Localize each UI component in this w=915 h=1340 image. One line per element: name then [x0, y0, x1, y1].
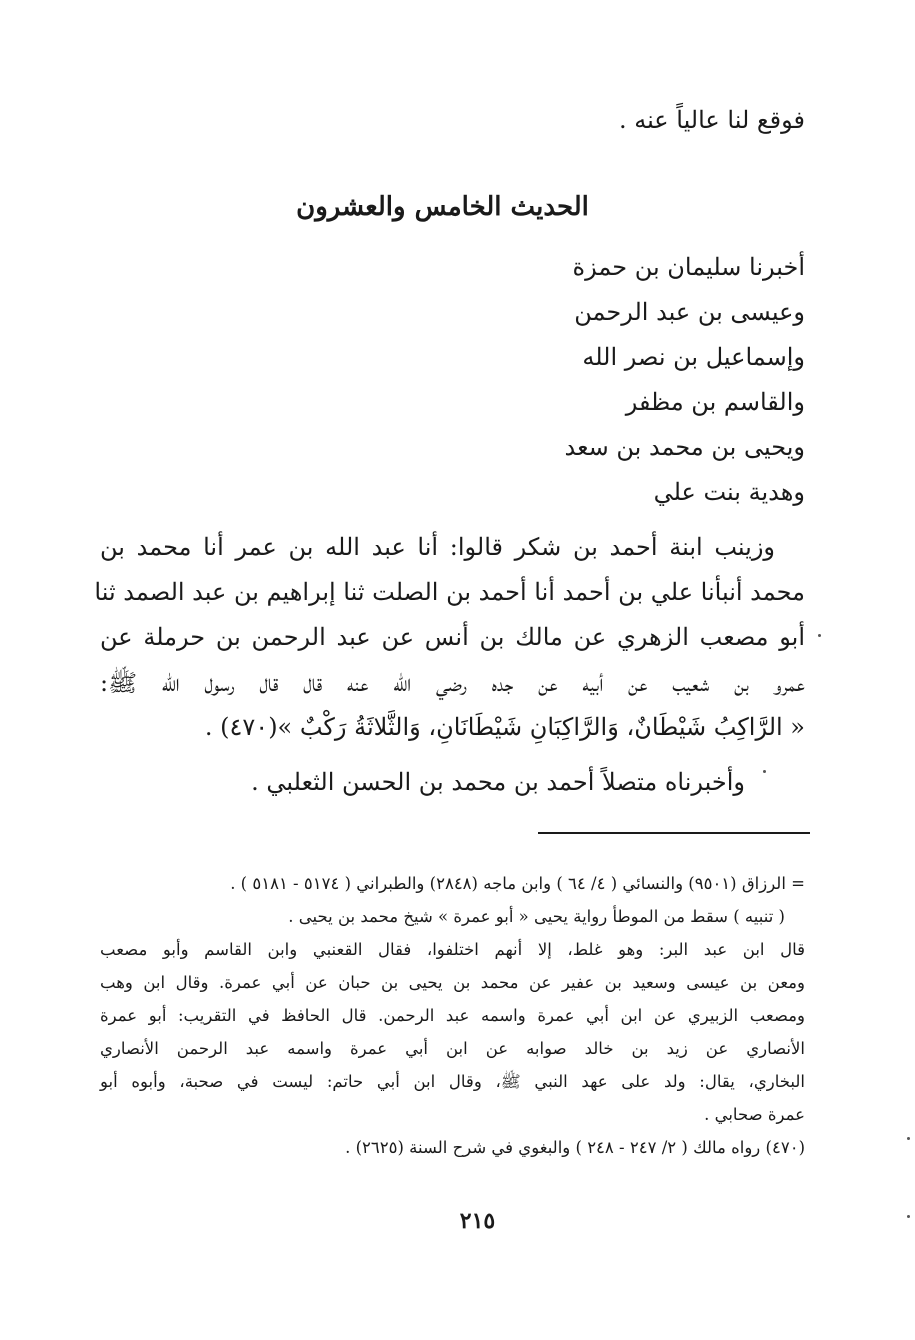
- footnote-line-8: عمرة صحابي .: [704, 1105, 805, 1124]
- footnote-line-2: ( تنبيه ) سقط من الموطأ رواية يحيى « أبو عمرة » شيخ محمد بن يحيى .: [288, 907, 785, 926]
- isnad-line-4: والقاسم بن مظفر: [625, 388, 805, 416]
- footnote-line-5: ومصعب الزبيري عن ابن أبي عمرة واسمه عبد الرحمن. قال الحافظ في التقريب: أبو عمرة: [100, 1006, 805, 1025]
- hadith-heading: الحديث الخامس والعشرون: [296, 192, 589, 222]
- isnad-line-6: وهدية بنت علي: [653, 478, 805, 506]
- isnad-line-5: ويحيى بن محمد بن سعد: [564, 433, 805, 461]
- footnote-470: (٤٧٠) رواه مالك ( ٢/ ٢٤٧ - ٢٤٨ ) والبغوي في شرح السنة (٢٦٢٥) .: [345, 1138, 805, 1157]
- page-number: ٢١٥: [459, 1208, 496, 1234]
- isnad-line-3: وإسماعيل بن نصر الله: [582, 343, 805, 371]
- continuation-line: فوقع لنا عالياً عنه .: [618, 106, 805, 134]
- footnote-line-4: ومعن بن عيسى وسعيد بن عفير عن محمد بن يحيى بن حبان عن أبي عمرة. وقال ابن وهب: [100, 973, 805, 992]
- footnote-line-7: البخاري، يقال: ولد على عهد النبي ﷺ، وقال ابن أبي حاتم: ليست في صحبة، وأبوه أبو: [100, 1072, 805, 1091]
- footnote-separator: [538, 832, 810, 834]
- scan-speck: [907, 1137, 910, 1140]
- paragraph-line-2: محمد أنبأنا علي بن أحمد أنا أحمد بن الصلت ثنا إبراهيم بن عبد الصمد ثنا: [94, 578, 805, 606]
- scan-speck: [818, 634, 821, 637]
- isnad-line-2: وعيسى بن عبد الرحمن: [574, 298, 805, 326]
- footnote-line-1: = الرزاق (٩٥٠١) والنسائي ( ٤/ ٦٤ ) وابن ماجه (٢٨٤٨) والطبراني ( ٥١٧٤ - ٥١٨١ ) .: [230, 874, 805, 893]
- footnote-line-3: قال ابن عبد البر: وهو غلط، إلا أنهم اختلفوا، فقال القعنبي وابن القاسم وأبو مصعب: [100, 940, 805, 959]
- paragraph-line-3: أبو مصعب الزهري عن مالك بن أنس عن عبد الرحمن بن حرملة عن: [100, 623, 805, 651]
- paragraph-line-4: عمرو بن شعيب عن أبيه عن جده رضي الله عنه قال قال رسول الله ﷺ:: [100, 669, 805, 697]
- isnad-line-1: أخبرنا سليمان بن حمزة: [572, 253, 805, 281]
- scan-speck: [907, 1215, 910, 1218]
- closing-line: وأخبرناه متصلاً أحمد بن محمد بن الحسن الثعلبي .: [251, 768, 745, 796]
- paragraph-line-1: وزينب ابنة أحمد بن شكر قالوا: أنا عبد الله بن عمر أنا محمد بن: [100, 533, 775, 561]
- hadith-text-line: « الرَّاكِبُ شَيْطَانٌ، وَالرَّاكِبَانِ شَيْطَانَانِ، وَالثَّلاثَةُ رَكْبٌ »(٤٧٠) .: [204, 713, 805, 741]
- scan-speck: [763, 770, 766, 773]
- footnote-line-6: الأنصاري عن زيد بن خالد صوابه عن ابن أبي عمرة واسمه عبد الرحمن الأنصاري: [100, 1039, 805, 1058]
